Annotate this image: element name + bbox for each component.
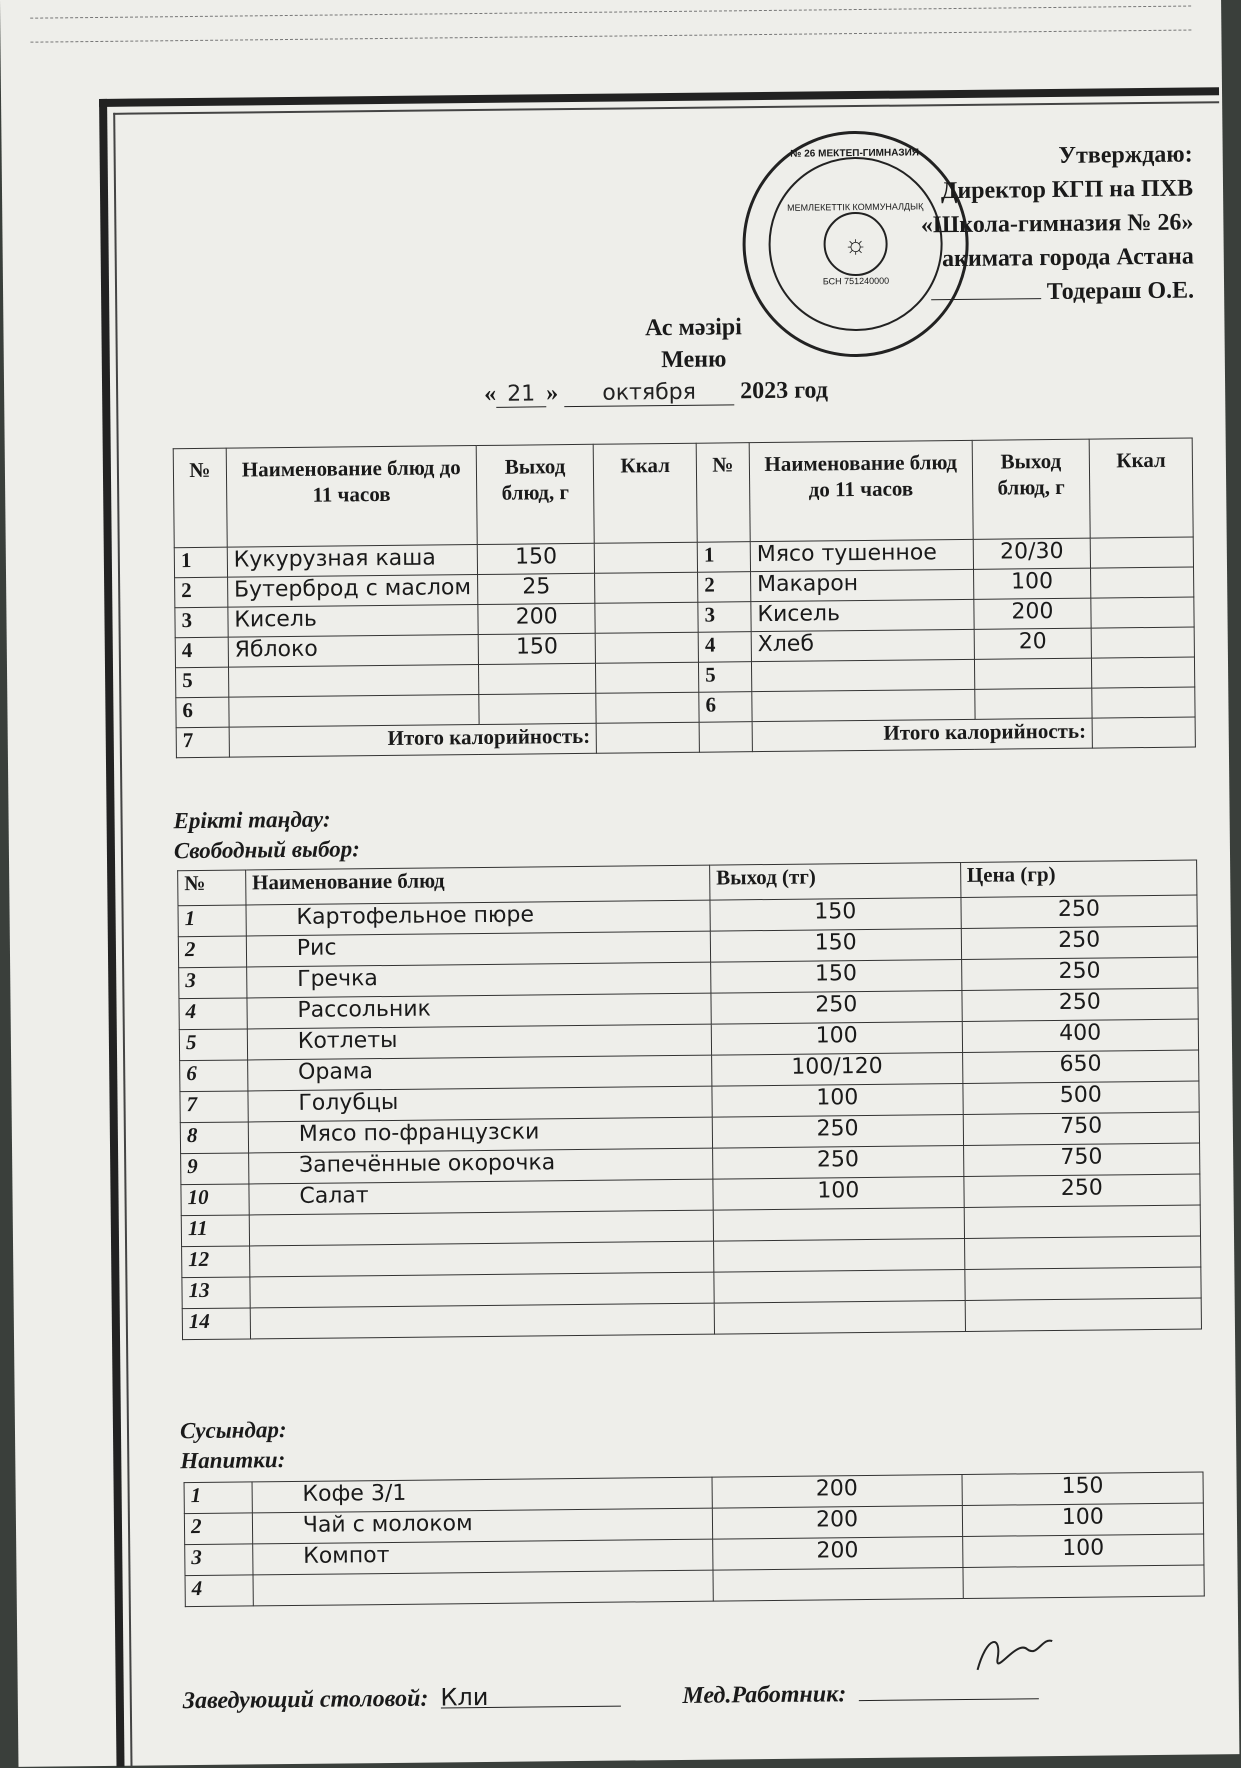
item-name: Рассольник [247,993,711,1029]
header-num: № [178,870,246,906]
item-price: 100 [962,1534,1204,1568]
item-price: 750 [963,1143,1200,1176]
row-number: 1 [184,1482,252,1514]
row-number: 2 [184,1513,252,1545]
stamp-ring-text: № 26 МЕКТЕП-ГИМНАЗИЯ [790,147,920,160]
item-yield: 250 [711,990,962,1024]
row-number: 4 [698,632,751,663]
drinks-table [184,1471,1205,1607]
item-name [250,1303,714,1339]
dish-kcal [595,542,698,573]
item-yield: 200 [712,1475,962,1509]
menu-table [173,438,1196,759]
item-price: 250 [962,988,1199,1021]
dish-yield [479,693,597,724]
dish-yield [974,658,1092,689]
row-number: 7 [180,1091,248,1123]
item-price [964,1236,1201,1269]
item-yield: 250 [712,1145,963,1179]
item-price: 400 [962,1019,1199,1052]
drinks-label-kz: Сусындар: [179,1417,287,1444]
row-number: 1 [178,905,246,937]
dish-name: Кисель [751,599,974,631]
row-number: 9 [181,1153,249,1185]
row-number: 11 [181,1215,249,1247]
row-number: 8 [180,1122,248,1154]
total-label: Итого калорийность: [229,723,597,757]
dish-name: Кукурузная каша [227,545,477,578]
header-yield: Выход блюд, г [476,444,595,544]
item-yield [714,1269,965,1303]
item-yield: 200 [712,1506,962,1540]
dish-kcal [595,602,698,633]
dish-kcal [1091,627,1194,658]
item-name: Салат [249,1179,713,1215]
approval-name: Тодераш О.Е. [1046,277,1195,306]
row-number: 6 [699,692,752,723]
dish-name: Макарон [750,569,973,601]
row-number: 4 [175,637,228,668]
dish-name: Бутерброд с маслом [227,575,477,608]
header-kcal: Ккал [1089,438,1193,538]
row-number: 5 [699,662,752,693]
header-yield: Выход (тг) [709,862,960,900]
item-price: 500 [963,1081,1200,1114]
dish-yield: 20/30 [973,538,1091,569]
dish-kcal [595,572,698,603]
item-price [965,1298,1202,1331]
item-yield: 250 [712,1114,963,1148]
header-yield: Выход блюд, г [972,439,1091,539]
row-number: 1 [174,547,227,578]
dish-yield: 150 [477,543,595,574]
dish-name [229,695,479,728]
item-price: 250 [961,957,1198,990]
item-price: 750 [963,1112,1200,1145]
item-name: Гречка [246,962,710,998]
stamp-inner [768,156,944,332]
dish-name [752,689,975,721]
item-yield: 100/120 [711,1052,962,1086]
row-number: 13 [182,1277,250,1309]
date-year: 2023 год [740,377,829,405]
dish-yield: 200 [478,603,596,634]
approval-line: акимата города Астана [941,243,1194,273]
dish-kcal [1091,597,1194,628]
row-number: 3 [179,967,247,999]
stamp-bin: БСН 751240000 [822,275,890,287]
approval-signatory [921,274,1194,311]
item-name [249,1210,713,1246]
item-name [250,1272,714,1308]
row-number: 10 [181,1184,249,1216]
dish-yield: 20 [974,628,1092,659]
approval-line: «Школа-гимназия № 26» [920,209,1194,239]
item-price [964,1267,1201,1300]
dish-yield: 150 [478,633,596,664]
item-price: 250 [963,1174,1200,1207]
signature-scrawl-icon [967,1629,1058,1680]
head-signature: Кли [440,1682,620,1709]
dish-kcal [596,662,699,693]
dish-kcal [1092,687,1195,718]
approval-line: Утверждаю: [1058,141,1193,169]
row-number: 12 [182,1246,250,1278]
row-number: 14 [182,1308,250,1340]
item-name: Компот [252,1539,712,1575]
item-name: Рис [246,931,710,967]
item-name: Мясо по-французски [248,1117,712,1153]
row-number: 3 [185,1544,253,1576]
menu-header-row [173,438,1193,548]
item-name [249,1241,713,1277]
header-num: № [173,448,227,548]
header-name: Наименование блюд до 11 часов [226,446,477,548]
row-number: 4 [185,1575,253,1607]
dish-name [228,665,478,698]
total-value [1092,717,1195,748]
date-quote: » [546,380,559,407]
item-yield: 100 [712,1083,963,1117]
header-num: № [696,443,750,543]
divider [30,6,1191,19]
item-yield: 150 [710,928,961,962]
dish-name: Яблоко [228,635,478,668]
header-price: Цена (гр) [960,860,1197,897]
item-yield: 200 [712,1537,962,1571]
item-yield: 150 [710,897,961,931]
free-choice-label-kz: Ерікті таңдау: [173,806,331,834]
dish-name: Хлеб [751,629,974,661]
item-yield: 150 [711,959,962,993]
row-number: 2 [175,577,228,608]
row-number: 3 [175,607,228,638]
item-yield [713,1238,964,1272]
item-price [964,1205,1201,1238]
dish-kcal [1092,657,1195,688]
med-label: Мед.Работник: [682,1681,847,1709]
approval-block [920,138,1194,311]
stamp-inner-text: МЕМЛЕКЕТТІК КОММУНАЛДЫҚ [787,201,924,213]
item-name: Чай с молоком [252,1508,712,1544]
header-name: Наименование блюд [245,865,709,905]
item-yield [714,1300,965,1334]
dish-yield: 25 [477,573,595,604]
dish-yield: 200 [973,598,1091,629]
row-number: 1 [697,542,750,573]
row-number [699,722,752,753]
row-number: 2 [698,572,751,603]
head-label: Заведующий столовой: [182,1685,429,1715]
dish-name: Кисель [228,605,478,638]
row-number: 6 [180,1060,248,1092]
dish-kcal [1091,567,1194,598]
divider [30,30,1191,43]
item-name: Котлеты [247,1024,711,1060]
item-price: 650 [962,1050,1199,1083]
title-kz: Ас мәзірі [644,314,742,342]
drinks-label-ru: Напитки: [180,1447,286,1474]
dish-kcal [596,692,699,723]
total-label: Итого калорийность: [752,718,1093,752]
item-price [963,1565,1205,1599]
item-name [253,1570,713,1606]
row-number: 2 [178,936,246,968]
title-ru: Меню [661,346,727,374]
item-name: Запечённые окорочка [248,1148,712,1184]
row-number: 4 [179,998,247,1030]
header-kcal: Ккал [594,443,698,543]
item-price: 150 [962,1472,1204,1506]
dish-yield [974,688,1092,719]
free-choice-label-ru: Свободный выбор: [173,836,360,864]
item-name: Картофельное пюре [246,900,710,936]
item-price: 100 [962,1503,1204,1537]
item-price: 250 [961,926,1198,959]
row-number: 3 [698,602,751,633]
row-number: 7 [176,727,229,758]
header-name: Наименование блюд до 11 часов [749,440,973,541]
date-quote: « [484,380,497,407]
item-yield: 100 [713,1176,964,1210]
row-number: 6 [176,697,229,728]
emblem-icon: ☼ [823,212,888,277]
approval-line: Директор КГП на ПХВ [940,175,1194,205]
item-price: 250 [961,895,1198,928]
item-yield [713,1207,964,1241]
row-number: 5 [176,667,229,698]
item-name: Кофе 3/1 [252,1477,712,1513]
dish-name: Мясо тушенное [750,539,973,571]
row-number: 5 [179,1029,247,1061]
item-name: Голубцы [248,1086,712,1122]
item-yield [713,1568,963,1602]
dish-kcal [596,632,699,663]
item-yield: 100 [711,1021,962,1055]
total-value [597,722,700,753]
dish-kcal [1090,537,1193,568]
free-choice-table [177,860,1202,1341]
dish-yield [478,663,596,694]
dish-name [751,659,974,691]
item-name: Орама [247,1055,711,1091]
date-line [484,377,828,408]
date-day: 21 [496,381,546,408]
date-month: октября [564,379,734,407]
dish-yield: 100 [973,568,1091,599]
